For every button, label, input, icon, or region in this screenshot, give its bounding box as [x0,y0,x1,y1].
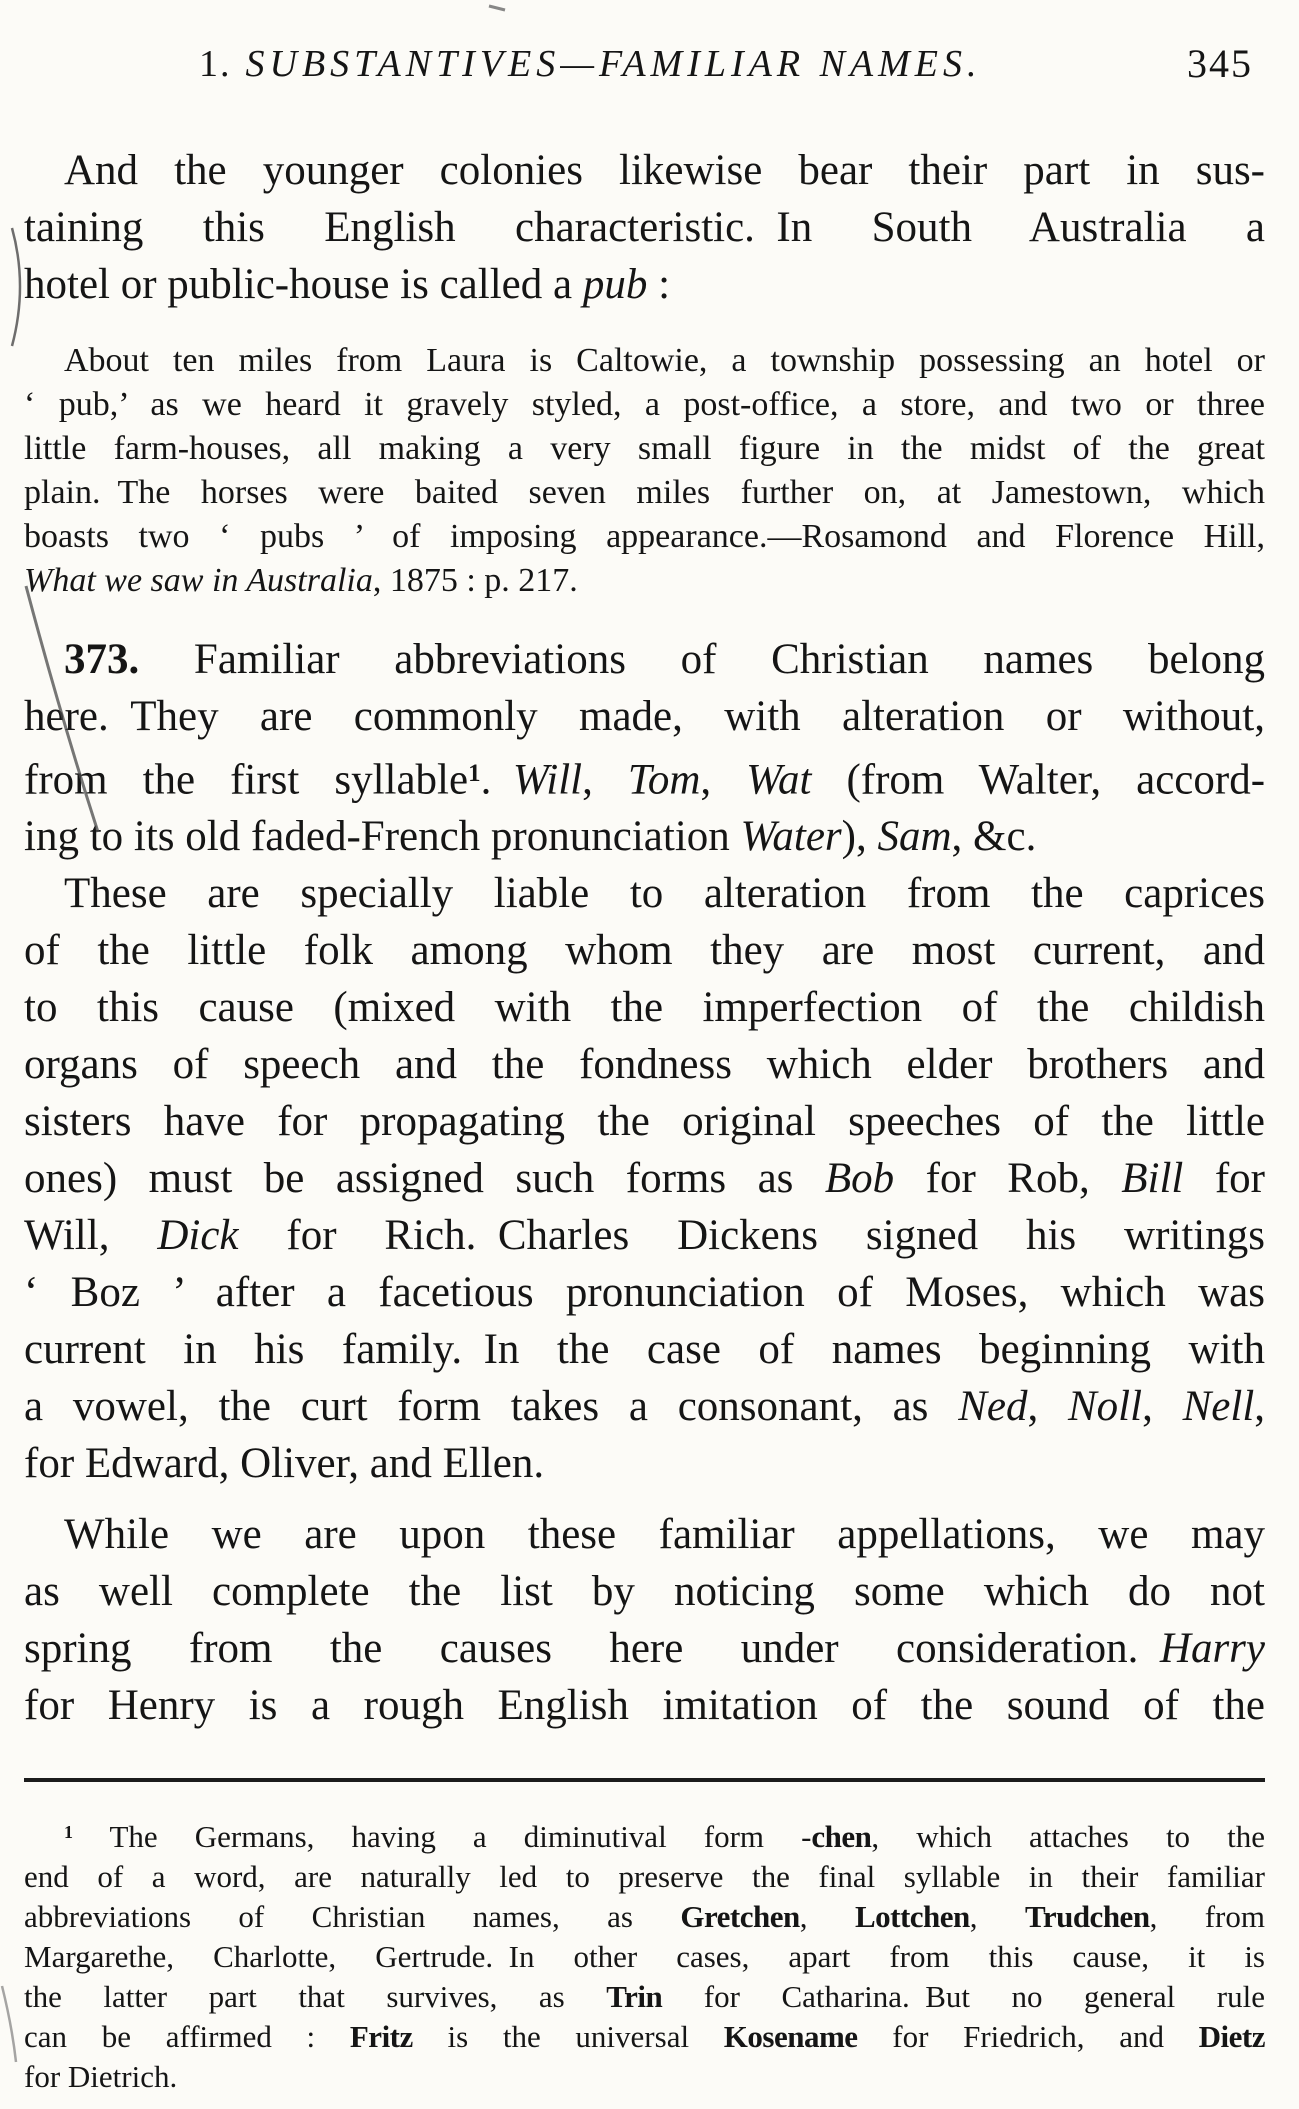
scan-artifact-stroke [2,1986,16,2062]
text-line: end of a word, are naturally led to preserve the final syllable in their familiar [24,1859,1265,1895]
text-line: ‘ Boz ’ after a facetious pronunciation of Moses, which was [24,1269,1265,1317]
text-line: These are specially liable to alteration from the caprices [64,870,1265,918]
text-line: hotel or public-house is called a pub : [24,261,671,308]
text-line: a vowel, the curt form takes a consonant, as Ned, Noll, Nell, [24,1383,1266,1431]
text-line: the latter part that survives, as Trin for Catharina. But no general rule [24,1979,1265,2015]
scan-artifact-stroke [12,228,20,346]
text-line: ing to its old faded-French pronunciation Water), Sam, &c. [24,813,1037,861]
text-line: spring from the causes here under consideration. Harry [24,1625,1265,1673]
closing-paragraph [24,1506,1265,1734]
text-line: And the younger colonies likewise bear their part in sus- [64,147,1265,194]
text-line: taining this English characteristic. In South Australia a [24,204,1265,251]
footnote [24,1812,1265,2097]
text-line: for Henry is a rough English imitation of the sound of the [24,1682,1265,1730]
text-line: current in his family. In the case of names beginning with [24,1326,1265,1374]
text-line: for Dietrich. [24,2059,178,2095]
text-line: Margarethe, Charlotte, Gertrude. In other cases, apart from this cause, it is [24,1939,1265,1975]
footnote-area [24,1812,1265,2097]
running-header [24,40,1265,90]
text-line: from the first syllable$^1$. Will, Tom, Wat (from Walter, accord- [24,756,1266,804]
text-line: plain. The horses were baited seven miles further on, at Jamestown, which [24,474,1265,511]
nicknames-paragraph [24,865,1265,1492]
page-number: 345 [1187,41,1253,86]
text-line: for Edward, Oliver, and Ellen. [24,1440,545,1488]
scan-artifact-mark [489,6,505,10]
page-body [24,142,1265,1734]
text-line: sisters have for propagating the original speeches of the little [24,1098,1265,1146]
text-line: What we saw in Australia, 1875 : p. 217. [24,562,578,599]
text-line: can be affirmed : Fritz is the universal Kosename for Friedrich, and Dietz [24,2019,1266,2055]
text-line: here. They are commonly made, with alteration or without, [24,693,1265,740]
intro-paragraph [24,142,1265,313]
text-line: About ten miles from Laura is Caltowie, a township possessing an hotel or [64,342,1265,379]
text-line: Will, Dick for Rich. Charles Dickens signed his writings [24,1212,1265,1260]
footnote-rule [24,1778,1265,1782]
text-line: abbreviations of Christian names, as Gretchen, Lottchen, Trudchen, from [24,1899,1265,1935]
text-line: boasts two ‘ pubs ’ of imposing appearance.—Rosamond and Florence Hill, [24,518,1265,555]
text-line: ones) must be assigned such forms as Bob for Rob, Bill for [24,1155,1265,1203]
text-line: While we are upon these familiar appellations, we may [64,1511,1265,1559]
quotation-block [24,339,1265,603]
section-373-paragraph [24,631,1265,865]
running-title: SUBSTANTIVES—FAMILIAR NAMES. [245,43,982,85]
text-line: as well complete the list by noticing some which do not [24,1568,1265,1616]
text-line: 373. Familiar abbreviations of Christian names belong [64,636,1265,683]
text-line: ‘ pub,’ as we heard it gravely styled, a post-office, a store, and two or three [24,386,1265,423]
text-line: organs of speech and the fondness which elder brothers and [24,1041,1265,1089]
text-line: little farm-houses, all making a very small figure in the midst of the great [24,430,1265,467]
text-line: of the little folk among whom they are most current, and [24,927,1265,975]
text-line: $^1$ The Germans, having a diminutival form -chen, which attaches to the [64,1819,1265,1855]
text-line: to this cause (mixed with the imperfection of the childish [24,984,1265,1032]
section-number: 1. [199,43,232,85]
